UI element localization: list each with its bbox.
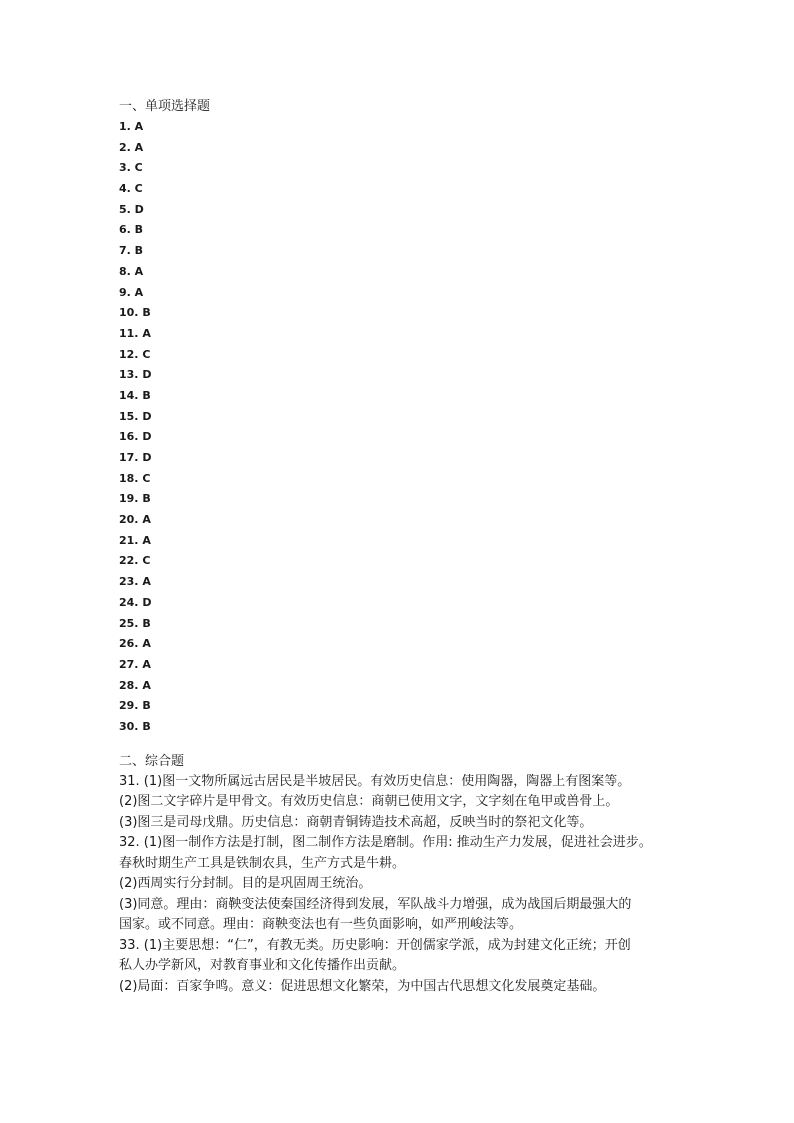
essay-answers: [119, 772, 689, 998]
answer-document: [119, 97, 689, 997]
answer-item: 7. B: [119, 244, 144, 258]
essay-line: 33. (1)主要思想：“仁”，有教无类。历史影响：开创儒家学派，成为封建文化正统；开创: [119, 937, 631, 953]
answer-item: 4. C: [119, 182, 143, 196]
answer-item: 5. D: [119, 202, 144, 216]
answer-item: 1. A: [119, 120, 144, 133]
answer-item: 22. C: [119, 554, 151, 568]
answer-item: 11. A: [119, 326, 151, 340]
essay-line: (2)局面：百家争鸣。意义：促进思想文化繁荣，为中国古代思想文化发展奠定基础。: [119, 978, 606, 994]
answer-item: 8. A: [119, 264, 144, 278]
answer-item: 15. D: [119, 409, 152, 423]
answer-item: 10. B: [119, 306, 151, 320]
answer-item: 19. B: [119, 492, 151, 506]
answer-item: 6. B: [119, 223, 144, 237]
answer-item: 27. A: [119, 657, 151, 671]
essay-line: (3)同意。理由：商鞅变法使秦国经济得到发展，军队战斗力增强，成为战国后期最强大的: [119, 896, 632, 912]
answer-item: 23. A: [119, 575, 151, 589]
essay-line: 31. (1)图一文物所属远古居民是半坡居民。有效历史信息：使用陶器，陶器上有图案等。: [119, 773, 631, 789]
answer-item: 16. D: [119, 430, 152, 444]
section-title-comprehensive: 二、综合题: [119, 753, 185, 769]
answer-item: 9. A: [119, 285, 144, 299]
answer-item: 25. B: [119, 616, 151, 630]
answer-item: 12. C: [119, 347, 151, 361]
answer-item: 18. C: [119, 471, 151, 485]
answer-item: 30. B: [119, 719, 151, 733]
essay-line: 32. (1)图一制作方法是打制，图二制作方法是磨制。作用: 推动生产力发展，促进社会进步。: [119, 835, 652, 851]
essay-line: 春秋时期生产工具是铁制农具，生产方式是牛耕。: [119, 855, 406, 871]
essay-line: 私人办学新风，对教育事业和文化传播作出贡献。: [119, 958, 406, 974]
essay-line: (2)西周实行分封制。目的是巩固周王统治。: [119, 876, 372, 892]
answer-item: 14. B: [119, 388, 151, 402]
answer-item: 24. D: [119, 595, 152, 609]
answer-item: 26. A: [119, 637, 151, 651]
section-gap: [119, 738, 689, 752]
answer-item: 21. A: [119, 533, 151, 547]
section-title-single-choice: 一、单项选择题: [119, 99, 211, 114]
answer-item: 13. D: [119, 368, 152, 382]
answer-list: [119, 117, 689, 738]
answer-item: 29. B: [119, 699, 151, 713]
answer-item: 17. D: [119, 451, 152, 464]
answer-item: 2. A: [119, 140, 144, 154]
essay-line: (3)图三是司母戊鼎。历史信息：商朝青铜铸造技术高超，反映当时的祭祀文化等。: [119, 814, 593, 830]
answer-item: 20. A: [119, 513, 151, 527]
essay-line: (2)图二文字碎片是甲骨文。有效历史信息：商朝已使用文字，文字刻在龟甲或兽骨上。: [119, 794, 619, 810]
answer-item: 28. A: [119, 678, 151, 692]
answer-item: 3. C: [119, 161, 143, 175]
essay-line: 国家。或不同意。理由：商鞅变法也有一些负面影响，如严刑峻法等。: [119, 917, 523, 933]
